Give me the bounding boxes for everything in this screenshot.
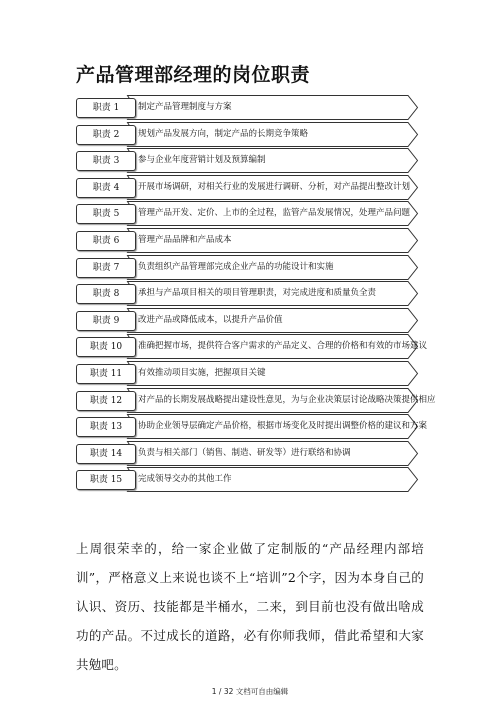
duty-row [76, 281, 418, 308]
duty-arrow [127, 467, 418, 492]
duty-label: 职责 5 [76, 204, 136, 224]
duty-text: 协助企业领导层确定产品价格，根据市场变化及时提出调整价格的建议和方案 [138, 421, 428, 432]
duty-label: 职责 4 [76, 178, 136, 198]
duty-text: 参与企业年度营销计划及预算编制 [138, 155, 266, 166]
duty-row [76, 334, 428, 361]
duty-label: 职责 13 [76, 417, 136, 437]
duty-row [76, 255, 418, 282]
duty-text: 管理产品品牌和产品成本 [138, 234, 232, 245]
duty-label: 职责 15 [76, 470, 136, 490]
duty-row [76, 228, 418, 255]
duty-row [76, 201, 418, 228]
duty-row [76, 467, 418, 494]
duty-arrow [127, 414, 428, 439]
duty-text: 对产品的长期发展战略提出建设性意见，为与企业决策层讨论战略决策提供相应 [138, 394, 436, 405]
duty-text: 准确把握市场，提供符合客户需求的产品定义、合理的价格和有效的市场建议 [138, 341, 428, 352]
duty-text: 负责组织产品管理部完成企业产品的功能设计和实施 [138, 261, 334, 272]
duty-label: 职责 9 [76, 311, 136, 331]
duty-text: 完成领导交办的其他工作 [138, 474, 232, 485]
duty-label: 职责 7 [76, 258, 136, 278]
duty-label: 职责 6 [76, 231, 136, 251]
duty-row [76, 175, 418, 202]
duty-arrow [127, 175, 418, 200]
duty-arrow [127, 148, 418, 173]
duty-arrow [127, 201, 418, 226]
duty-arrow [127, 334, 428, 359]
duty-row [76, 148, 418, 175]
duty-text: 有效推动项目实施，把握项目关键 [138, 367, 266, 378]
duty-arrow [127, 281, 418, 306]
duty-text: 开展市场调研，对相关行业的发展进行调研、分析，对产品提出整改计划 [138, 181, 411, 192]
duty-row [76, 361, 418, 388]
duty-arrow [127, 361, 418, 386]
duty-arrow [127, 228, 418, 253]
duty-label: 职责 3 [76, 151, 136, 171]
duty-arrow [127, 95, 418, 120]
duty-row [76, 95, 418, 122]
duty-label: 职责 2 [76, 125, 136, 145]
duty-text: 规划产品发展方向，制定产品的长期竞争策略 [138, 128, 309, 139]
duty-arrow [127, 441, 418, 466]
duty-arrow [127, 122, 418, 147]
duty-text: 管理产品开发、定价、上市的全过程，监管产品发展情况，处理产品问题 [138, 208, 411, 219]
duty-label: 职责 14 [76, 444, 136, 464]
duty-text: 制定产品管理制度与方案 [138, 102, 232, 112]
page-footer: 1 / 32 文档可自由编辑 [211, 687, 289, 696]
duty-arrow [127, 255, 418, 280]
duty-row [76, 414, 428, 441]
duty-label: 职责 1 [76, 98, 136, 118]
duty-text: 负责与相关部门（销售、制造、研发等）进行联络和协调 [138, 447, 351, 458]
duty-text: 改进产品或降低成本，以提升产品价值 [138, 314, 283, 325]
duty-label: 职责 10 [76, 337, 136, 357]
duty-text: 承担与产品项目相关的项目管理职责，对完成进度和质量负全责 [138, 288, 377, 299]
duty-label: 职责 11 [76, 364, 136, 384]
duty-row [76, 441, 418, 468]
duty-arrow [127, 308, 418, 333]
duty-row [76, 308, 418, 335]
duty-row [76, 122, 418, 149]
duties-list [76, 95, 436, 494]
body-paragraph: 上周很荣幸的，给一家企业做了定制版的“产品经理内部培训”，严格意义上来说也谈不上“培训”2个字，因为本身自己的认识、资历、技能都是半桶水，二来，到目前也没有做出啥成功的产品。不过成长的道路，必有你师我师，借此希望和大家共勉吧。 [76, 541, 424, 672]
duty-row [76, 388, 436, 415]
duty-arrow [127, 388, 436, 413]
duty-label: 职责 8 [76, 284, 136, 304]
page-title: 产品管理部经理的岗位职责 [76, 64, 311, 86]
duty-label: 职责 12 [76, 391, 136, 411]
